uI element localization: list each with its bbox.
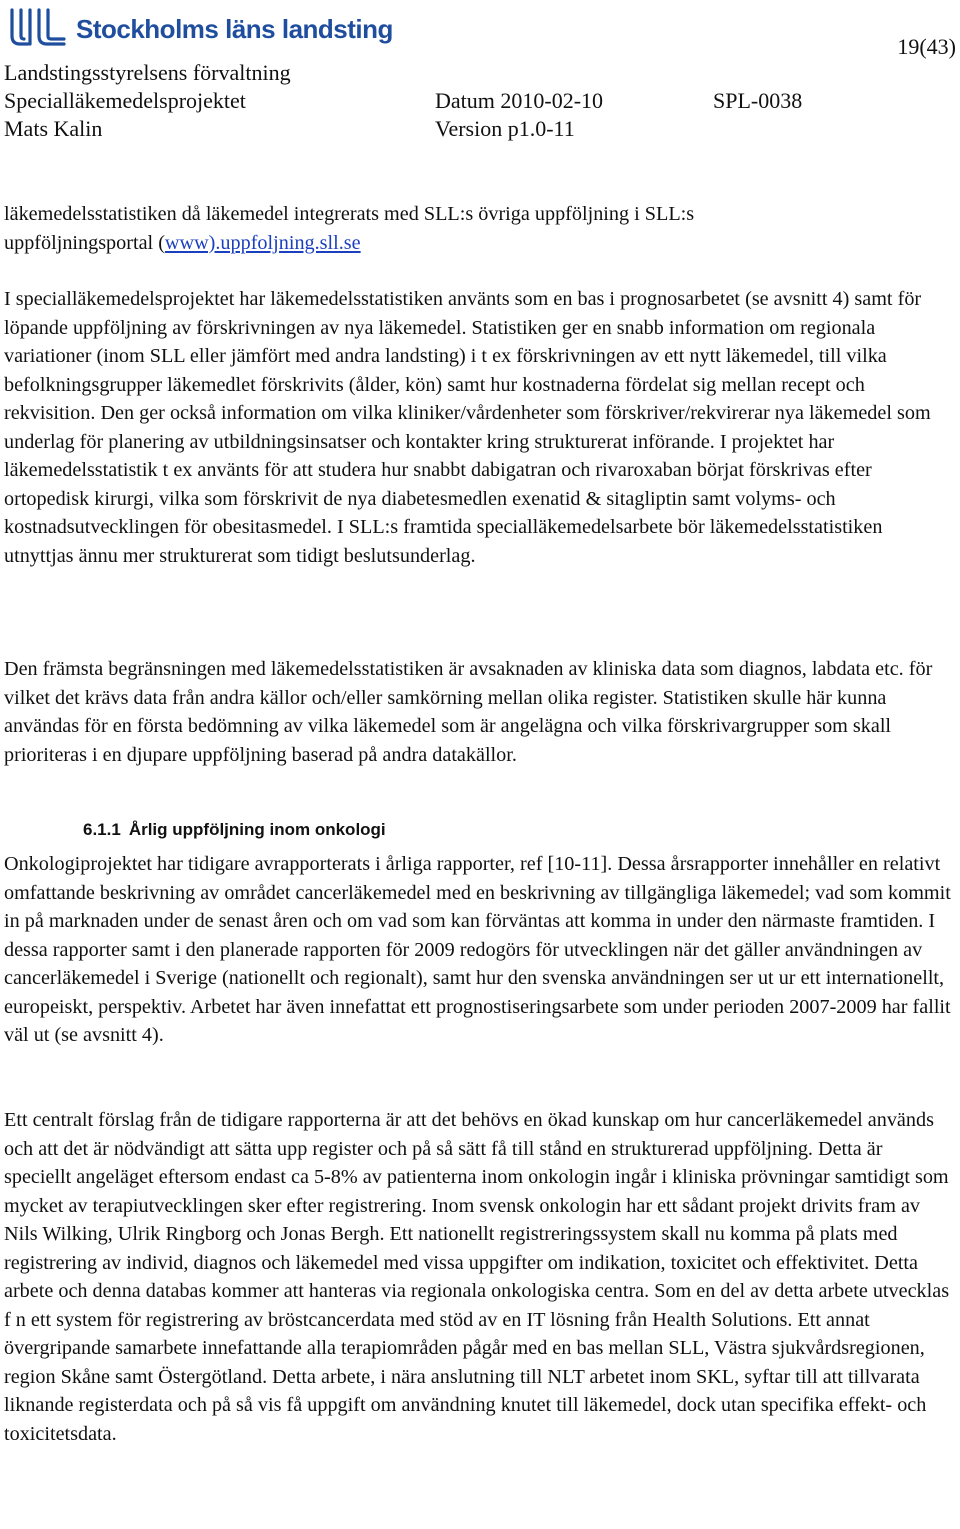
org-logo — [8, 6, 393, 48]
sll-logo-icon — [8, 6, 70, 48]
paragraph-text: Onkologiprojektet har tidigare avrapporterats i årliga rapporter, ref [10-11]. Dessa årsrapporter innehåller en relativt omfattande beskrivning av området cancerläkemedel med en beskrivning av tillgängliga läkemedel; vad som kommit in på marknaden under de senast åren och om vad som kan förväntas att komma in under den närmaste framtiden. I dessa rapporter samt i den planerade rapporten för 2009 redogörs för utvecklingen när det gäller användningen av cancerläkemedel i Sverige (nationellt och regionalt), samt hur den svenska användningen ser ut ur ett internationellt, europeiskt, perspektiv. Arbetet har även innefattat ett prognostiseringsarbete som under perioden 2007-2009 har fallit väl ut (se avsnitt 4). — [4, 853, 951, 1046]
org-logo-text: Stockholms läns landsting — [76, 13, 393, 44]
section-number: 6.1.1 — [83, 820, 121, 839]
section-title: Årlig uppföljning inom onkologi — [128, 820, 386, 839]
paragraph-registry-proposal — [4, 1106, 954, 1448]
header-author: Mats Kalin — [4, 116, 103, 141]
paragraph-limitations — [4, 655, 954, 769]
paragraph-statistics-usage — [4, 285, 954, 570]
intro-line-1: läkemedelsstatistiken då läkemedel integrerats med SLL:s övriga uppföljning i SLL:s — [4, 203, 695, 225]
intro-line-2: uppföljningsportal ( — [4, 231, 165, 254]
header-doc-id: SPL-0038 — [713, 88, 803, 113]
paragraph-text: I specialläkemedelsprojektet har läkemedelsstatistiken använts som en bas i prognosarbetet (se avsnitt 4) samt för löpande uppföljning av förskrivningen av nya läkemedel. Statistiken ger en snabb information om regionala variationer (inom SLL eller jämfört med andra landsting) i t ex förskrivningen av ett nytt läkemedel, till vilka befolkningsgrupper läkemedlet förskrivits (ålder, kön) samt hur kostnaderna fördelat sig mellan recept och rekvisition. Den ger också information om vilka kliniker/vårdenheter som förskriver/rekvirerar nya läkemedel som underlag för planering av utbildningsinsatser och kontakter kring strukturerat införande. I projektet har läkemedelsstatistik t ex använts för att studera hur snabbt dabigatran och rivaroxaban börjat förskrivas efter ortopedisk kirurgi, vilka som förskrivit de nya diabetesmedlen exenatid & sitagliptin samt volyms- och kostnadsutvecklingen för obesitasmedel. I SLL:s framtida specialläkemedelsarbete bör läkemedelsstatistiken utnyttjas ännu mer strukturerat som tidigt beslutsunderlag. — [4, 288, 931, 567]
page-number: 19(43) — [897, 34, 956, 59]
header-project: Specialläkemedelsprojektet — [4, 88, 246, 113]
paragraph-text: Ett centralt förslag från de tidigare rapporterna är att det behövs en ökad kunskap om hur cancerläkemedel används och att det är nödvändigt att sätta upp register och på så sätt få till stånd en strukturerad uppföljning. Detta är speciellt angeläget eftersom endast ca 5-8% av patienterna inom onkologin ingår i kliniska prövningar samtidigt som mycket av terapiutvecklingen sker efter registrering. Inom svensk onkologin har ett sådant projekt drivits fram av Nils Wilking, Ulrik Ringborg och Jonas Bergh. Ett nationellt registreringssystem skall nu komma på plats med registrering av individ, diagnos och läkemedel med vissa uppgifter om indikation, toxicitet och effektivitet. Detta arbete och denna databas kommer att hanteras via regionala onkologiska centra. Som en del av detta arbete utvecklas f n ett system för registrering av bröstcancerdata med stöd av en IT lösning från Health Solutions. Ett annat övergripande samarbete innefattande alla terapiområden pågår med en bas mellan SLL, Västra sjukvårdsregionen, region Skåne samt Östergötland. Detta arbete, i nära anslutning till NLT arbetet inom SKL, syftar till att tillvarata liknande registerdata och på så vis få uppgift om användning knutet till läkemedel, dock utan specifika effekt- och toxicitetsdata. — [4, 1109, 950, 1445]
section-heading — [83, 820, 386, 840]
intro-paragraph — [4, 200, 954, 257]
header-department: Landstingsstyrelsens förvaltning — [4, 60, 291, 85]
header-date: Datum 2010-02-10 — [435, 88, 604, 113]
paragraph-oncology-reports — [4, 850, 954, 1050]
header-version: Version p1.0-11 — [435, 116, 575, 141]
paragraph-text: Den främsta begränsningen med läkemedelsstatistiken är avsaknaden av kliniska data som diagnos, labdata etc. för vilket det krävs data från andra källor och/eller samkörning mellan olika register. Statistiken skulle här kunna användas för en första bedömning av vilka läkemedel som är angelägna och vilka förskrivargrupper som skall prioriteras i en djupare uppföljning baserad på andra datakällor. — [4, 658, 933, 766]
portal-link[interactable]: www).uppfoljning.sll.se — [164, 231, 361, 254]
